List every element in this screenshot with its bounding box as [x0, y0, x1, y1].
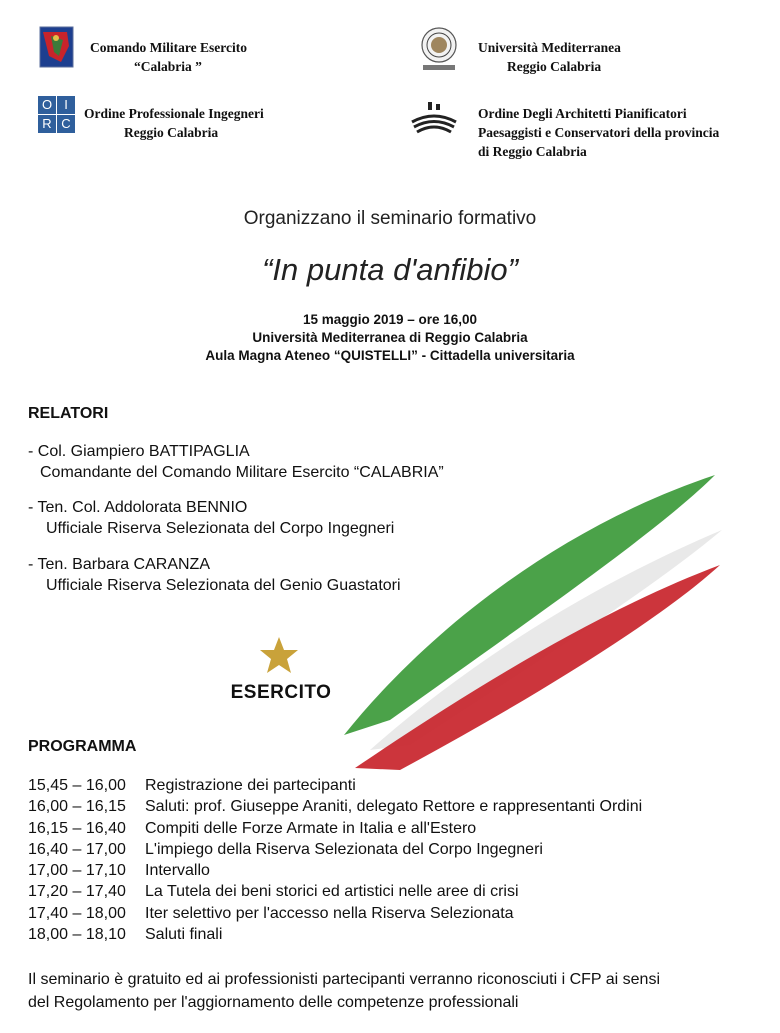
university-seal-icon	[418, 26, 460, 72]
speaker-name: - Ten. Barbara CARANZA	[28, 556, 210, 573]
intro-text: Organizzano il seminario formativo	[243, 208, 537, 229]
engineers-letter-c: C	[57, 115, 75, 133]
program-time: 16,00 – 16,15	[28, 798, 126, 816]
engineers-letter-i: I	[57, 96, 75, 114]
footer-note	[28, 968, 768, 1014]
program-time: 16,15 – 16,40	[28, 819, 126, 837]
speaker-1	[28, 441, 444, 483]
program-row	[28, 924, 642, 945]
program-item: Saluti finali	[145, 926, 223, 944]
architects-emblem-icon	[408, 100, 460, 136]
seminar-title: “In punta d'anfibio”	[262, 252, 518, 287]
program-time: 16,40 – 17,00	[28, 840, 126, 858]
program-heading: PROGRAMMA	[28, 738, 137, 755]
program-row	[28, 903, 642, 924]
program-item: La Tutela dei beni storici ed artistici nelle aree di crisi	[145, 883, 519, 901]
program-time: 18,00 – 18,10	[28, 926, 126, 944]
program-item: Compiti delle Forze Armate in Italia e all'Estero	[145, 819, 477, 837]
event-date: 15 maggio 2019 – ore 16,00	[302, 312, 478, 327]
footer-line-1: Il seminario è gratuito ed ai professionisti partecipanti verranno riconosciuti i CFP ai sensi	[28, 971, 661, 988]
university-logo	[418, 26, 460, 72]
engineers-org-name: Ordine Professionale Ingegneri Reggio Calabria	[84, 106, 264, 140]
program-item: Saluti: prof. Giuseppe Araniti, delegato Rettore e rappresentanti Ordini	[145, 798, 643, 816]
speaker-role: Ufficiale Riserva Selezionata del Genio Guastatori	[46, 577, 401, 594]
army-org-name: Comando Militare Esercito “Calabria ”	[90, 40, 247, 74]
speakers-heading: RELATORI	[28, 405, 109, 422]
program-row	[28, 818, 642, 839]
esercito-wordmark: ESERCITO	[230, 682, 332, 703]
program-item: Registrazione dei partecipanti	[145, 777, 356, 794]
engineers-logo	[38, 96, 75, 134]
architects-logo	[408, 100, 460, 136]
program-time: 17,20 – 17,40	[28, 883, 126, 901]
speaker-role: Ufficiale Riserva Selezionata del Corpo Ingegneri	[46, 520, 395, 537]
program-time: 15,45 – 16,00	[28, 777, 126, 794]
program-time: 17,00 – 17,10	[28, 862, 126, 880]
program-list	[28, 775, 642, 945]
program-item: Iter selettivo per l'accesso nella Riserva Selezionata	[145, 904, 514, 922]
event-room: Aula Magna Ateneo “QUISTELLI” - Cittadella universitaria	[205, 348, 575, 363]
speaker-name: - Col. Giampiero BATTIPAGLIA	[28, 443, 250, 460]
program-row	[28, 860, 642, 881]
event-venue: Università Mediterranea di Reggio Calabria	[252, 330, 528, 345]
speaker-2	[28, 497, 394, 539]
footer-line-2: del Regolamento per l'aggiornamento delle competenze professionali	[28, 994, 519, 1011]
program-row	[28, 796, 642, 817]
speaker-name: - Ten. Col. Addolorata BENNIO	[28, 499, 248, 516]
speaker-role: Comandante del Comando Militare Esercito “CALABRIA”	[40, 464, 444, 481]
army-logo	[39, 26, 74, 68]
star-icon	[259, 636, 299, 674]
engineers-letter-r: R	[38, 115, 56, 133]
army-crest-icon	[39, 26, 74, 68]
program-time: 17,40 – 18,00	[28, 904, 126, 922]
university-org-name: Università Mediterranea Reggio Calabria	[478, 40, 621, 74]
esercito-logo	[226, 636, 336, 706]
event-details	[0, 311, 780, 365]
speaker-3	[28, 554, 401, 596]
architects-org-name: Ordine Degli Architetti Pianificatori Paesaggisti e Conservatori della provincia di Reggio Calabria	[478, 106, 720, 159]
engineers-letter-o: O	[38, 96, 56, 114]
program-row	[28, 881, 642, 902]
program-row	[28, 775, 642, 796]
program-item: Intervallo	[145, 862, 210, 880]
program-item: L'impiego della Riserva Selezionata del Corpo Ingegneri	[145, 840, 543, 858]
program-row	[28, 839, 642, 860]
